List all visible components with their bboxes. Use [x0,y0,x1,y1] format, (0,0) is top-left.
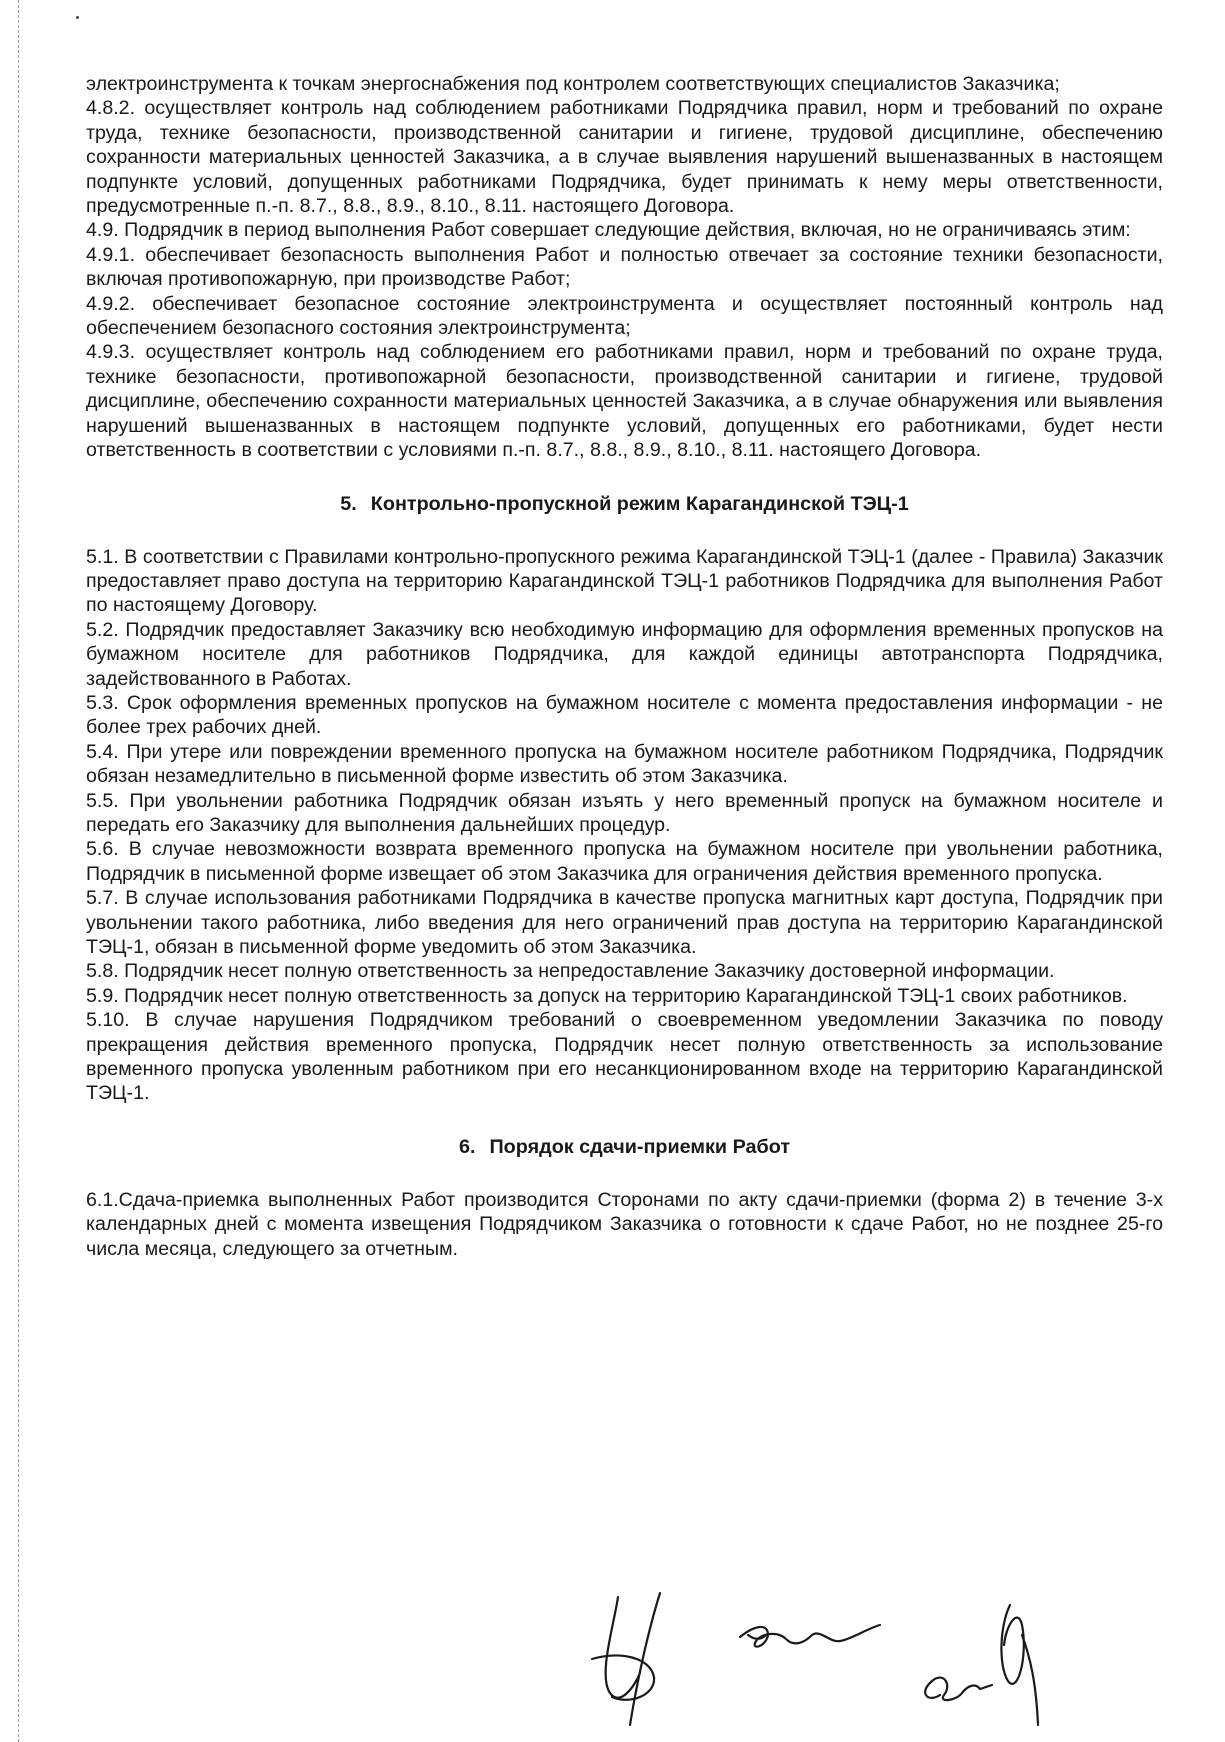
scan-speck [76,16,79,19]
paragraph: 5.3. Срок оформления временных пропусков на бумажном носителе с момента предоставления информации - не более трех рабочих дней. [86,691,1163,739]
paragraph: 4.8.2. осуществляет контроль над соблюдением работниками Подрядчика правил, норм и требований по охране труда, технике безопасности, производственной санитарии и гигиене, трудовой дисциплине, обеспечению сохранности материальных ценностей Заказчика, а в случае выявления нарушений вышеназванных в настоящем подпункте условий, допущенных работниками Подрядчика, будет принимать к нему меры ответственности, предусмотренные п.-п. 8.7., 8.8., 8.9., 8.10., 8.11. настоящего Договора. [86,97,1163,218]
paragraph: 4.9.3. осуществляет контроль над соблюдением его работниками правил, норм и требований по охране труда, технике безопасности, противопожарной безопасности, производственной санитарии и гигиене, трудовой дисциплине, обеспечению сохранности материальных ценностей Заказчика, а в случае обнаружения или выявления нарушений вышеназванных в настоящем подпункте условий, допущенных его работниками, будет нести ответственность в соответствии с условиями п.-п. 8.7., 8.8., 8.9., 8.10., 8.11. настоящего Договора. [86,341,1163,462]
paragraph: 5.9. Подрядчик несет полную ответственность за допуск на территорию Карагандинской ТЭЦ-1 своих работников. [86,984,1128,1007]
section-heading-5 [86,491,1163,517]
signatures-drawing [590,1585,1170,1735]
paragraph: 5.1. В соответствии с Правилами контрольно-пропускного режима Карагандинской ТЭЦ-1 (далее - Правила) Заказчик предоставляет право доступа на территорию Карагандинской ТЭЦ-1 работников Подрядчика для выполнения Работ по настоящему Договору. [86,545,1163,617]
signatures-area [590,1585,1170,1735]
paragraph: 5.5. При увольнении работника Подрядчик обязан изъять у него временный пропуск на бумажном носителе и передать его Заказчику для выполнения дальнейших процедур. [86,789,1163,836]
section-number: 5. [340,492,357,515]
section-title: Порядок сдачи-приемки Работ [489,1135,791,1158]
paragraph: 5.10. В случае нарушения Подрядчиком требований о своевременном уведомлении Заказчика по поводу прекращения действия временного пропуска, Подрядчик несет полную ответственность за использование временного пропуска уволенным работником при его несанкционированном входе на территорию Карагандинской ТЭЦ-1. [86,1009,1163,1105]
paragraph: 5.8. Подрядчик несет полную ответственность за непредоставление Заказчику достоверной информации. [86,960,1055,983]
section-number: 6. [458,1135,476,1158]
section-title: Контрольно-пропускной режим Карагандинской ТЭЦ-1 [370,492,909,515]
paragraph: 4.9. Подрядчик в период выполнения Работ совершает следующие действия, включая, но не ограничиваясь этим: [86,219,1131,242]
paragraph: 4.9.2. обеспечивает безопасное состояние электроинструмента и осуществляет постоянный контроль над обеспечением безопасного состояния электроинструмента; [86,292,1163,340]
document-body [86,72,1163,1261]
signature-2 [740,1625,880,1647]
section-heading-6 [86,1134,1163,1160]
paragraph: электроинструмента к точкам энергоснабжения под контролем соответствующих специалистов Заказчика; [86,73,1060,95]
paragraph: 4.9.1. обеспечивает безопасность выполнения Работ и полностью отвечает за состояние техники безопасности, включая противопожарную, при производстве Работ; [86,243,1163,291]
paragraph: 6.1.Сдача-приемка выполненных Работ производится Сторонами по акту сдачи-приемки (форма 2) в течение 3-х календарных дней с момента извещения Подрядчиком Заказчика о готовности к сдаче Работ, но не позднее 25-го числа месяца, следующего за отчетным. [86,1188,1163,1260]
signature-1 [592,1593,660,1725]
paragraph: 5.7. В случае использования работниками Подрядчика в качестве пропуска магнитных карт доступа, Подрядчик при увольнении такого работника, либо введения для него ограничений прав доступа на территорию Карагандинской ТЭЦ-1, обязан в письменной форме уведомить об этом Заказчика. [86,887,1163,958]
paragraph: 5.6. В случае невозможности возврата временного пропуска на бумажном носителе при увольнении работника, Подрядчик в письменной форме извещает об этом Заказчика для ограничения действия временного пропуска. [86,838,1163,885]
paragraph: 5.4. При утере или повреждении временного пропуска на бумажном носителе работником Подрядчика, Подрядчик обязан незамедлительно в письменной форме известить об этом Заказчика. [86,740,1163,788]
paragraph: 5.2. Подрядчик предоставляет Заказчику всю необходимую информацию для оформления временных пропусков на бумажном носителе для работников Подрядчика, для каждой единицы автотранспорта Подрядчика, задействованного в Работах. [86,618,1163,690]
binding-margin-line [18,0,20,1742]
signature-3 [925,1605,1038,1725]
